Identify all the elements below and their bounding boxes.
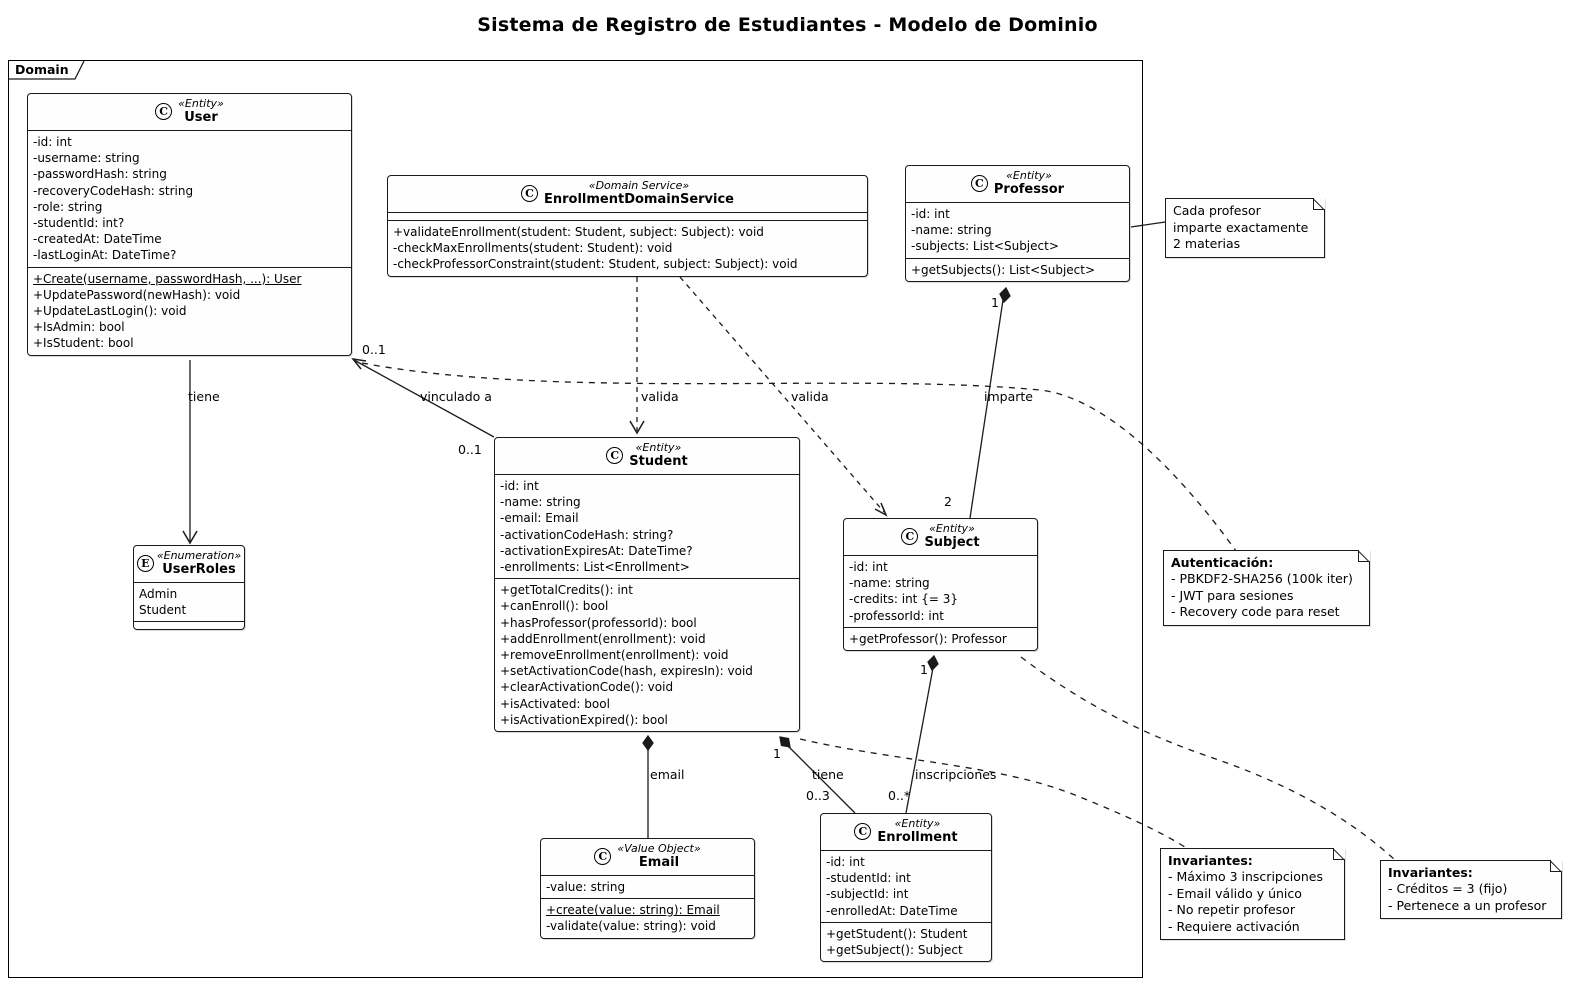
enum-literal: Admin — [139, 587, 178, 601]
class-circle-icon: C — [606, 447, 623, 464]
multiplicity-enrollment-0star: 0..* — [888, 788, 911, 803]
note-invariants-subject — [1380, 860, 1562, 919]
methods-section — [495, 578, 799, 731]
note-line: - No repetir profesor — [1168, 902, 1295, 917]
edge-label-imparte: imparte — [984, 389, 1033, 404]
methods-section — [28, 267, 351, 355]
attribute: -credits: int {= 3} — [849, 592, 958, 607]
method: +Create(username, passwordHash, ...): User — [33, 271, 302, 286]
method: +getTotalCredits(): int — [500, 583, 633, 598]
note-title: Autenticación: — [1171, 555, 1274, 570]
note-line: 2 materias — [1173, 236, 1241, 251]
methods-section — [388, 220, 867, 276]
edge-label-tiene-enrollment: tiene — [812, 767, 844, 782]
method: +setActivationCode(hash, expiresIn): void — [500, 664, 753, 679]
class-subject — [843, 518, 1038, 651]
class-subject-header — [844, 519, 1037, 555]
edge-label-tiene-userroles: tiene — [188, 389, 220, 404]
multiplicity-professor-1: 1 — [991, 295, 999, 310]
methods-section — [844, 627, 1037, 650]
enumeration-name: UserRoles — [162, 562, 236, 577]
attribute: -id: int — [826, 855, 865, 869]
note-line: - Máximo 3 inscripciones — [1168, 869, 1323, 884]
multiplicity-subject-1: 1 — [920, 662, 928, 677]
edge-label-valida-subject: valida — [791, 389, 829, 404]
attribute: -email: Email — [500, 511, 579, 526]
stereotype: «Enumeration» — [156, 549, 242, 562]
edge-label-valida-student: valida — [641, 389, 679, 404]
stereotype: «Entity» — [894, 817, 941, 830]
note-line: - Email válido y único — [1168, 885, 1302, 901]
class-circle-icon: C — [971, 175, 988, 192]
method: +create(value: string): Email — [546, 903, 720, 918]
class-student — [494, 437, 800, 732]
class-name: Email — [638, 855, 680, 870]
attributes-section — [906, 202, 1129, 258]
method: +validateEnrollment(student: Student, subject: Subject): void — [393, 225, 764, 239]
multiplicity-student-1: 1 — [773, 746, 781, 761]
attribute: -subjects: List<Subject> — [911, 239, 1059, 254]
class-circle-icon: C — [521, 185, 538, 202]
attributes-section — [495, 474, 799, 578]
class-circle-icon: C — [594, 848, 611, 865]
attribute: -subjectId: int — [826, 887, 909, 902]
class-name: User — [184, 110, 218, 125]
class-user — [27, 93, 352, 356]
edge-label-inscripciones: inscripciones — [915, 767, 997, 782]
method: +getSubject(): Subject — [826, 943, 963, 958]
method: +isActivated: bool — [500, 696, 610, 711]
class-enrollment — [820, 813, 992, 962]
edge-label-email: email — [650, 767, 685, 782]
attribute: -createdAt: DateTime — [33, 232, 162, 247]
enumeration-user-roles — [133, 545, 245, 630]
class-name: Subject — [924, 535, 980, 550]
note-line: - Créditos = 3 (fijo) — [1388, 881, 1508, 896]
attribute: -role: string — [33, 199, 103, 214]
attribute: -activationCodeHash: string? — [500, 527, 674, 542]
method: +addEnrollment(enrollment): void — [500, 631, 706, 646]
stereotype: «Entity» — [929, 522, 975, 535]
methods-section — [906, 258, 1129, 281]
method: +isActivationExpired(): bool — [500, 712, 668, 727]
attribute: -name: string — [500, 495, 581, 510]
method: +getStudent(): Student — [826, 926, 968, 941]
attributes-section — [844, 555, 1037, 627]
method: -validate(value: string): void — [546, 919, 716, 934]
class-enrollment-header — [821, 814, 991, 850]
attribute: -activationExpiresAt: DateTime? — [500, 543, 693, 558]
attribute: -id: int — [849, 560, 888, 574]
note-title: Invariantes: — [1388, 865, 1473, 880]
note-line: - Pertenece a un profesor — [1388, 897, 1547, 913]
methods-section — [541, 898, 754, 937]
edge-label-vinculado-a: vinculado a — [420, 389, 492, 404]
stereotype: «Domain Service» — [588, 179, 690, 192]
attributes-section — [388, 212, 867, 220]
methods-section — [821, 922, 991, 961]
stereotype: «Value Object» — [617, 842, 701, 855]
class-professor-header — [906, 166, 1129, 202]
class-student-header — [495, 438, 799, 474]
attribute: -professorId: int — [849, 608, 945, 623]
attribute: -id: int — [911, 207, 950, 221]
literals-section — [134, 582, 244, 621]
class-user-header — [28, 94, 351, 130]
multiplicity-student: 0..1 — [458, 442, 482, 457]
stereotype: «Entity» — [178, 97, 224, 110]
note-authentication — [1163, 550, 1370, 626]
attribute: -lastLoginAt: DateTime? — [33, 248, 177, 263]
method: +hasProfessor(professorId): bool — [500, 615, 697, 630]
method: +removeEnrollment(enrollment): void — [500, 648, 729, 663]
note-title: Invariantes: — [1168, 853, 1253, 868]
attributes-section — [541, 875, 754, 898]
class-name: Professor — [993, 182, 1065, 197]
note-line: imparte exactamente — [1173, 219, 1309, 235]
method: -checkMaxEnrollments(student: Student): void — [393, 241, 673, 256]
note-line: - PBKDF2-SHA256 (100k iter) — [1171, 571, 1353, 586]
enumeration-circle-icon: E — [137, 555, 154, 572]
attribute: -studentId: int? — [33, 216, 125, 231]
note-line: Cada profesor — [1173, 203, 1261, 218]
class-email-header — [541, 839, 754, 875]
method: +UpdatePassword(newHash): void — [33, 287, 241, 302]
attribute: -id: int — [33, 135, 72, 149]
stereotype: «Entity» — [635, 441, 682, 454]
stereotype: «Entity» — [1006, 169, 1052, 182]
enumeration-user-roles-header — [134, 546, 244, 582]
class-circle-icon: C — [854, 823, 871, 840]
note-line: - Recovery code para reset — [1171, 604, 1340, 619]
class-enrollment-domain-service — [387, 175, 868, 277]
attribute: -recoveryCodeHash: string — [33, 183, 194, 198]
attribute: -studentId: int — [826, 871, 911, 886]
diagram-title: Sistema de Registro de Estudiantes - Modelo de Dominio — [477, 14, 1098, 36]
class-name: Enrollment — [877, 830, 958, 845]
class-name: Student — [629, 454, 688, 469]
class-email — [540, 838, 755, 939]
attribute: -name: string — [911, 223, 992, 238]
method: -checkProfessorConstraint(student: Student, subject: Subject): void — [393, 257, 798, 272]
attribute: -name: string — [849, 576, 930, 591]
attribute: -passwordHash: string — [33, 167, 167, 182]
class-name: EnrollmentDomainService — [543, 192, 735, 207]
attribute: -enrollments: List<Enrollment> — [500, 560, 690, 575]
multiplicity-enrollment-03: 0..3 — [806, 788, 830, 803]
attribute: -value: string — [546, 880, 626, 894]
note-line: - Requiere activación — [1168, 918, 1300, 934]
attributes-section — [28, 130, 351, 267]
note-professor-constraint — [1165, 198, 1325, 258]
enum-literal: Student — [139, 603, 187, 618]
frame-tab-label: Domain — [15, 62, 69, 77]
class-enrollment-domain-service-header — [388, 176, 867, 212]
class-professor — [905, 165, 1130, 282]
multiplicity-subject-2: 2 — [944, 494, 952, 509]
method: +getSubjects(): List<Subject> — [911, 262, 1096, 277]
attribute: -enrolledAt: DateTime — [826, 903, 958, 918]
method: +canEnroll(): bool — [500, 599, 609, 614]
note-line: - JWT para sesiones — [1171, 587, 1294, 603]
method: +IsAdmin: bool — [33, 320, 125, 335]
attribute: -id: int — [500, 479, 539, 493]
note-invariants-student — [1160, 848, 1345, 940]
attribute: -username: string — [33, 151, 140, 166]
method: +IsStudent: bool — [33, 336, 134, 351]
class-circle-icon: C — [901, 528, 918, 545]
method: +UpdateLastLogin(): void — [33, 304, 187, 319]
multiplicity-user: 0..1 — [362, 342, 386, 357]
method: +getProfessor(): Professor — [849, 631, 1007, 646]
method: +clearActivationCode(): void — [500, 680, 674, 695]
attributes-section — [821, 850, 991, 922]
methods-section — [134, 621, 244, 629]
class-circle-icon: C — [155, 103, 172, 120]
